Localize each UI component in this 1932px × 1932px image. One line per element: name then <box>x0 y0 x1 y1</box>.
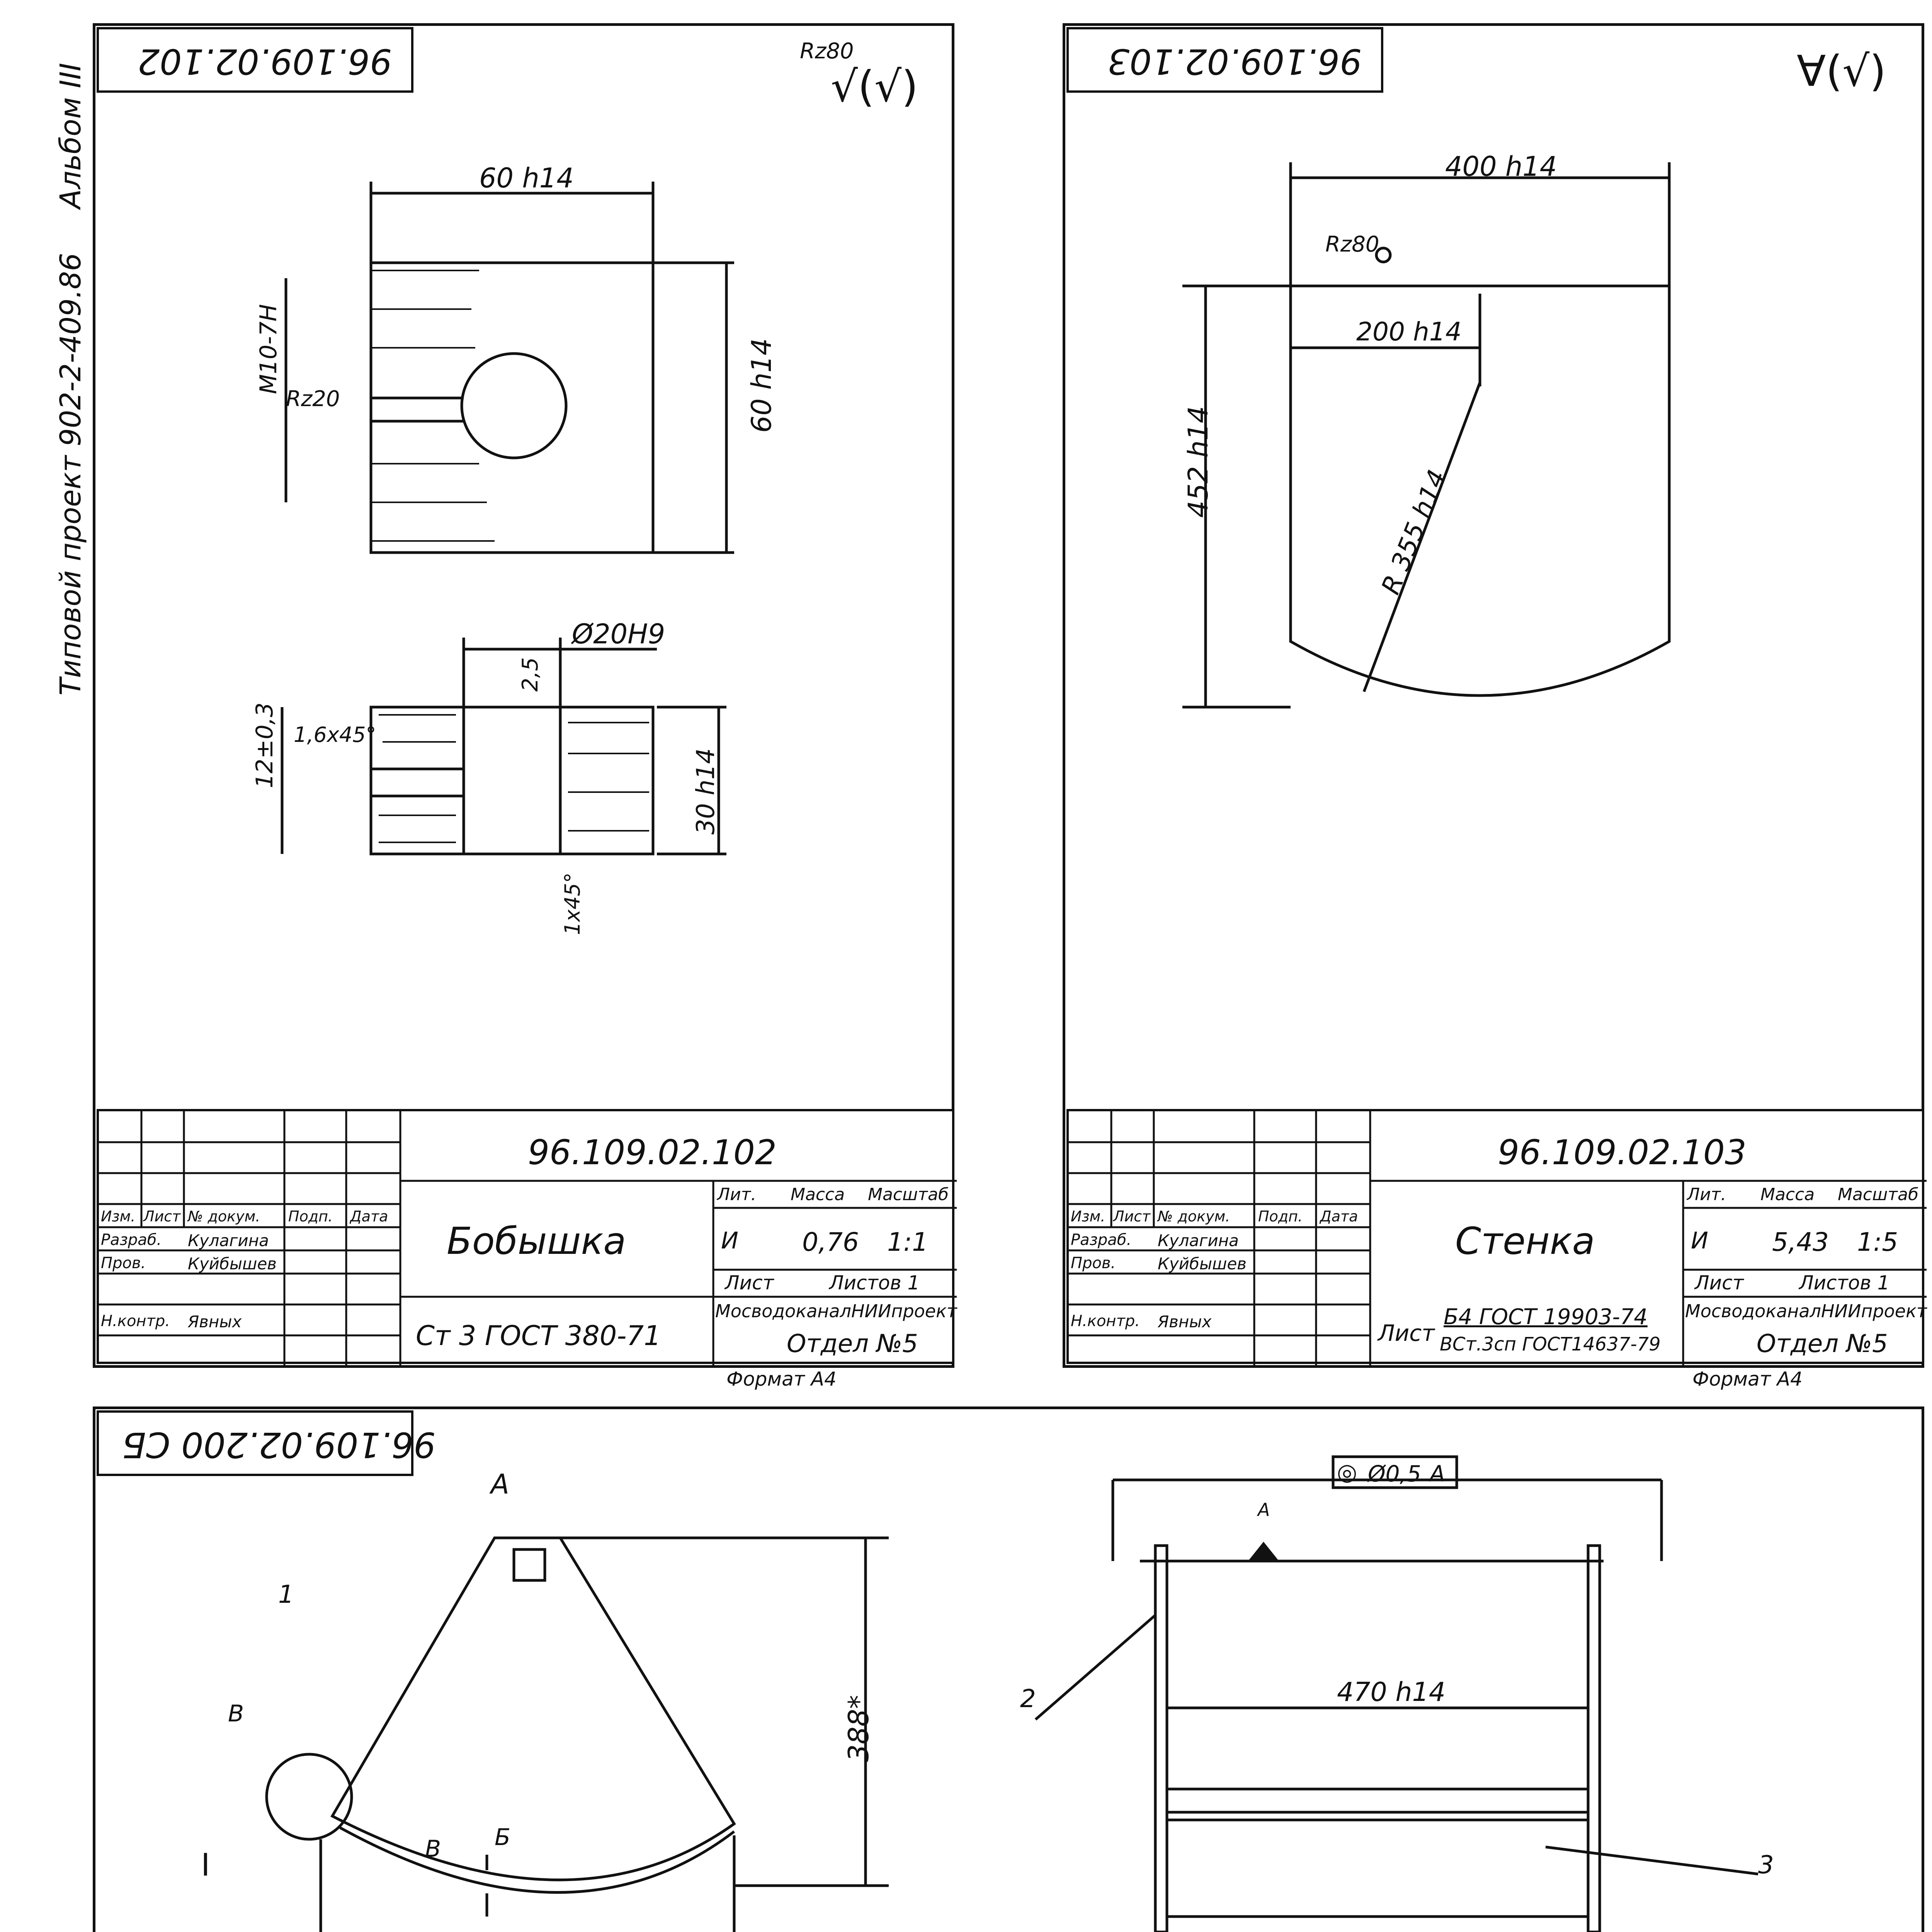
sheet1-header-code: 96.109.02.102 <box>138 41 392 82</box>
tb102-nkontr-name: Явных <box>188 1312 242 1331</box>
tb103-material-top: Б4 ГОСТ 19903-74 <box>1444 1304 1648 1330</box>
tb102-lit: И <box>721 1227 738 1254</box>
dim-inner-200: 470 h14 <box>1337 1677 1446 1708</box>
tb102-izm: Изм. <box>101 1208 136 1225</box>
dim-inner-103: 200 h14 <box>1356 317 1462 347</box>
tb103-razrab: Разраб. <box>1071 1231 1132 1249</box>
tb102-material: Ст 3 ГОСТ 380-71 <box>416 1320 661 1352</box>
tb102-dept: Отдел №5 <box>787 1330 918 1358</box>
tb103-massa-h: Масса <box>1760 1185 1815 1204</box>
tb103-material-bottom: ВСт.3сп ГОСТ14637-79 <box>1440 1333 1661 1355</box>
tb103-listov: Листов 1 <box>1799 1272 1890 1294</box>
dim-chamfer2-102: 1x45° <box>560 872 585 935</box>
tb103-razrab-name: Кулагина <box>1158 1231 1239 1250</box>
project-label: Типовой проект 902-2-409.86 <box>54 253 87 696</box>
tb102-list-label: Лист <box>725 1272 774 1294</box>
tb102-razrab: Разраб. <box>101 1231 162 1249</box>
cut-v-right: В <box>425 1835 441 1862</box>
tb102-scale: 1:1 <box>887 1227 929 1257</box>
dim-radius-103: R 355 h14 <box>1376 466 1452 599</box>
format-103: Формат А4 <box>1692 1368 1803 1390</box>
datum-a-mark: А <box>1258 1499 1270 1520</box>
sheet2-roughness-mark: ∀(√) <box>1797 46 1886 96</box>
tb103-lit: И <box>1691 1227 1708 1254</box>
detail-marker: I <box>201 1847 210 1883</box>
sheet1-roughness-mark: √(√) <box>831 62 918 111</box>
tb102-list: Лист <box>143 1208 181 1225</box>
dim-chamfer1-102: 1,6x45° <box>294 723 376 747</box>
tb102-nkontr: Н.контр. <box>101 1312 170 1330</box>
tb102-listov: Листов 1 <box>829 1272 920 1294</box>
dim-rz-102: Rz20 <box>286 386 340 412</box>
format-102: Формат А4 <box>726 1368 837 1390</box>
tb103-nkontr: Н.контр. <box>1071 1312 1140 1330</box>
cut-v-left: В <box>228 1700 244 1727</box>
tb103-prov: Пров. <box>1071 1254 1116 1272</box>
tb103-list: Лист <box>1113 1208 1151 1225</box>
dim-height-200: 388* <box>842 1695 875 1762</box>
tb102-data: Дата <box>350 1208 388 1225</box>
sheet1-roughness: Rz80 <box>800 39 854 64</box>
callout-1: 1 <box>278 1580 294 1609</box>
sheet2-header-code: 96.109.02.103 <box>1107 41 1362 82</box>
callout-3: 3 <box>1758 1851 1774 1879</box>
tb102-razrab-name: Кулагина <box>188 1231 269 1250</box>
tb102-lit-h: Лит. <box>717 1185 757 1204</box>
album-label: Альбом III <box>54 63 87 209</box>
sheet3-header-code: 96.109.02.200 СБ <box>122 1424 436 1465</box>
tb102-prov: Пров. <box>101 1254 146 1272</box>
tb103-izm: Изм. <box>1071 1208 1105 1225</box>
dim-offset-102: 12±0,3 <box>251 702 278 788</box>
tb102-name: Бобышка <box>447 1219 626 1263</box>
tb103-podp: Подп. <box>1258 1208 1303 1225</box>
tb103-list-label: Лист <box>1695 1272 1744 1294</box>
dim-width-103: 400 h14 <box>1445 151 1557 182</box>
tb103-nkontr-name: Явных <box>1158 1312 1212 1331</box>
tb103-dept: Отдел №5 <box>1757 1330 1888 1358</box>
dim-rz-103: Rz80 <box>1325 232 1379 257</box>
tb103-lit-h: Лит. <box>1687 1185 1726 1204</box>
tb102-prov-name: Куйбышев <box>188 1254 277 1273</box>
tb102-org: МосводоканалНИИпроект <box>715 1301 957 1321</box>
tb102-massa-h: Масса <box>791 1185 845 1204</box>
tb103-code: 96.109.02.103 <box>1498 1133 1747 1172</box>
cut-b-upper: Б <box>495 1824 511 1851</box>
tb103-data: Дата <box>1320 1208 1358 1225</box>
tolerance-frame: ◎ <box>1337 1459 1357 1486</box>
tb103-prov-name: Куйбышев <box>1158 1254 1247 1273</box>
tb102-masshtab-h: Масштаб <box>868 1185 949 1204</box>
tb103-mass: 5,43 <box>1772 1227 1829 1257</box>
tb103-name: Стенка <box>1455 1219 1595 1263</box>
cut-a-top: А <box>491 1468 509 1500</box>
dim-width-102: 60 h14 <box>479 162 574 194</box>
dim-thick-102: 30 h14 <box>692 748 720 835</box>
tb103-doc: № докум. <box>1158 1208 1230 1225</box>
dim-height-103: 452 h14 <box>1182 406 1214 518</box>
tb102-mass: 0,76 <box>802 1227 859 1257</box>
tb102-doc: № докум. <box>188 1208 260 1225</box>
dim-thread-102: M10-7H <box>255 304 282 394</box>
tb103-material-prefix: Лист <box>1378 1320 1435 1346</box>
tolerance-base: А <box>1430 1461 1445 1487</box>
tb103-org: МосводоканалНИИпроект <box>1685 1301 1927 1321</box>
dim-height-102: 60 h14 <box>746 338 777 433</box>
tb102-podp: Подп. <box>288 1208 333 1225</box>
callout-2: 2 <box>1020 1685 1036 1713</box>
tolerance-value: Ø0,5 <box>1368 1461 1421 1487</box>
dim-depth-102: 2,5 <box>518 657 543 692</box>
tb102-code: 96.109.02.102 <box>528 1133 777 1172</box>
dim-hole-102: Ø20H9 <box>572 618 665 650</box>
tb103-scale: 1:5 <box>1857 1227 1898 1257</box>
tb103-masshtab-h: Масштаб <box>1838 1185 1919 1204</box>
